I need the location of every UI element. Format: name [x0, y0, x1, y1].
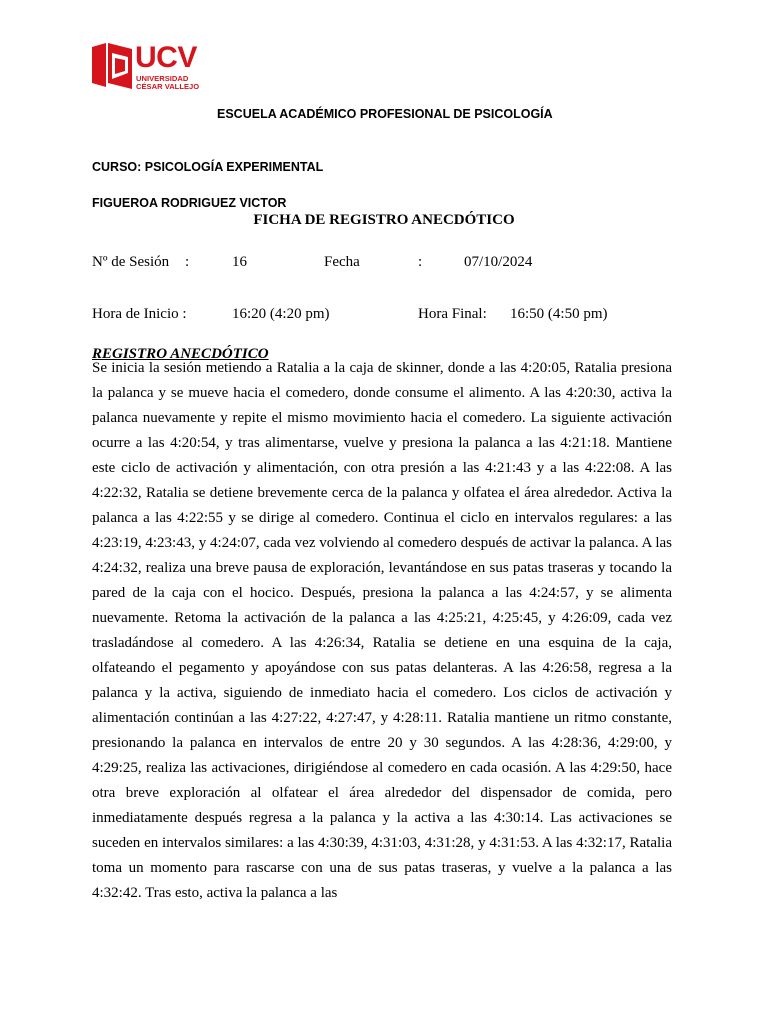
date-value: 07/10/2024 — [464, 254, 533, 270]
session-colon: : — [185, 254, 190, 270]
logo-line-2: CÉSAR VALLEJO — [136, 82, 200, 91]
logo-line-1: UNIVERSIDAD — [136, 74, 189, 83]
end-time-label: Hora Final: — [418, 306, 487, 322]
section-title: REGISTRO ANECDÓTICO — [92, 346, 269, 362]
school-heading: ESCUELA ACADÉMICO PROFESIONAL DE PSICOLOGÍA — [217, 107, 553, 121]
shield-logo-icon — [92, 43, 132, 91]
start-time-label: Hora de Inicio : — [92, 306, 187, 322]
logo-wordmark: UCV — [135, 41, 197, 74]
course-heading: CURSO: PSICOLOGÍA EXPERIMENTAL — [92, 160, 324, 174]
student-name: FIGUEROA RODRIGUEZ VICTOR — [92, 196, 287, 210]
start-time-value: 16:20 (4:20 pm) — [232, 306, 330, 322]
form-title: FICHA DE REGISTRO ANECDÓTICO — [253, 212, 515, 228]
end-time-value: 16:50 (4:50 pm) — [510, 306, 608, 322]
university-logo — [92, 43, 202, 91]
date-colon: : — [418, 254, 423, 270]
anecdotal-record-body — [92, 356, 672, 906]
session-label: Nº de Sesión — [92, 254, 170, 270]
body-paragraph: Se inicia la sesión metiendo a Ratalia a la caja de skinner, donde a las 4:20:05, Ratalia presiona la palanca y se mueve hacia el comedero, donde consume el alimento. A las 4:20:30, activa la palanca nuevamente y repite el mismo movimiento hacia el comedero. La siguiente activación ocurre a las 4:20:54, y tras alimentarse, vuelve y presiona la palanca a las 4:21:18. Mantiene este ciclo de activación y alimentación, con otra presión a las 4:21:43 y a las 4:22:08. A las 4:22:32, Ratalia se detiene brevemente cerca de la palanca y olfatea el área alrededor. Activa la palanca a las 4:22:55 y se dirige al comedero. Continua el ciclo en intervalos regulares: a las 4:23:19, 4:23:43, y 4:24:07, cada vez volviendo al comedero después de activar la palanca. A las 4:24:32, realiza una breve pausa de exploración, levantándose en sus patas traseras y tocando la pared de la caja con el hocico. Después, presiona la palanca a las 4:24:57, y se alimenta nuevamente. Retoma la activación de la palanca a las 4:25:21, 4:25:45, y 4:26:09, cada vez trasladándose al comedero. A las 4:26:34, Ratalia se detiene en una esquina de la caja, olfateando el pegamento y apoyándose con sus patas delanteras. A las 4:26:58, regresa a la palanca y la activa, siguiendo de inmediato hacia el comedero. Los ciclos de activación y alimentación continúan a las 4:27:22, 4:27:47, y 4:28:11. Ratalia mantiene un ritmo constante, presionando la palanca en intervalos de entre 20 y 30 segundos. A las 4:28:36, 4:29:00, y 4:29:25, realiza las activaciones, dirigiéndose al comedero en cada ocasión. A las 4:29:50, hace otra breve exploración al olfatear el área alrededor del dispensador de comida, pero inmediatamente después regresa a la palanca y la activa a las 4:30:14. Las activaciones se suceden en intervalos similares: a las 4:30:39, 4:31:03, 4:31:28, y 4:31:53. A las 4:32:17, Ratalia toma un momento para rascarse con una de sus patas traseras, y vuelve a la palanca a las 4:32:42. Tras esto, activa la palanca a las — [92, 360, 672, 901]
session-value: 16 — [232, 254, 247, 270]
date-label: Fecha — [324, 254, 360, 270]
